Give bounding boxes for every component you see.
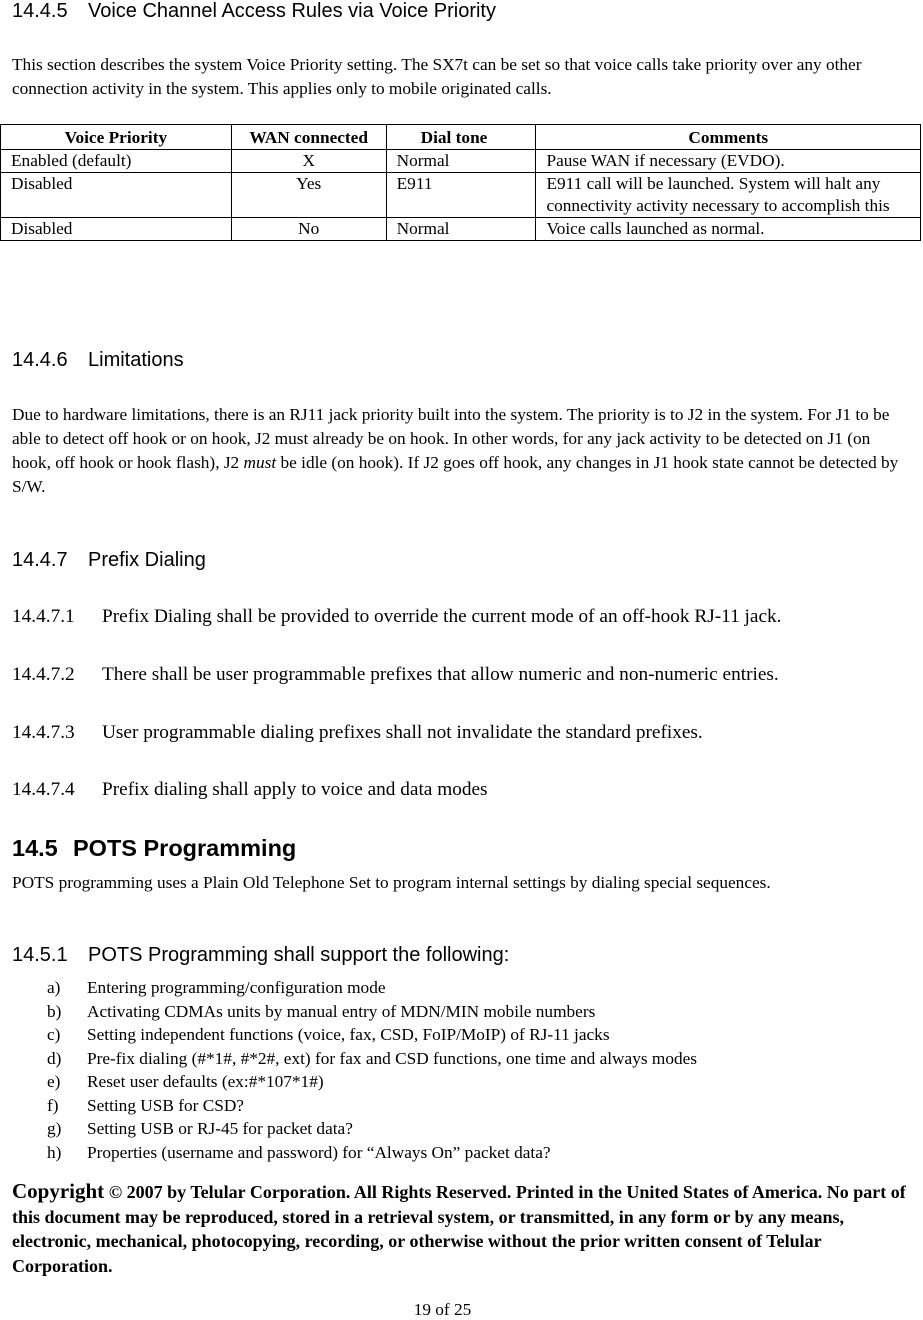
list-item: [47, 1141, 697, 1165]
cell-dial-tone: Normal: [386, 150, 536, 173]
section-number: 14.5.1: [12, 944, 68, 966]
list-item: [47, 1000, 697, 1024]
cell-dial-tone: E911: [386, 173, 536, 218]
list-text: Activating CDMAs units by manual entry of MDN/MIN mobile numbers: [87, 1001, 596, 1021]
limitations-paragraph: [12, 403, 912, 499]
header-comments: Comments: [536, 125, 921, 150]
section-title: POTS Programming: [73, 835, 297, 861]
section-number: 14.4.5: [12, 0, 68, 22]
voice-priority-table: [0, 124, 921, 241]
requirement-text: Prefix Dialing shall be provided to override the current mode of an off-hook RJ-11 jack.: [102, 606, 782, 627]
requirement-text: User programmable dialing prefixes shall not invalidate the standard prefixes.: [102, 722, 703, 743]
header-dial-tone: Dial tone: [386, 125, 536, 150]
list-marker: d): [47, 1048, 62, 1068]
list-item: [47, 1094, 697, 1118]
cell-comments: Voice calls launched as normal.: [536, 218, 921, 241]
list-marker: a): [47, 978, 61, 997]
section-number: 14.4.6: [12, 349, 68, 371]
table-header-row: [1, 125, 921, 150]
requirement-14-4-7-3: [12, 722, 703, 744]
section-heading-14-4-5: [12, 0, 496, 23]
limitations-emphasis: must: [243, 453, 277, 472]
requirement-number: 14.4.7.3: [12, 722, 75, 743]
section-heading-14-4-7: [12, 549, 206, 572]
cell-dial-tone: Normal: [386, 218, 536, 241]
list-marker: e): [47, 1072, 61, 1091]
list-item: [47, 976, 697, 1000]
section-title: Limitations: [88, 349, 184, 371]
requirement-text: Prefix dialing shall apply to voice and data modes: [102, 779, 488, 800]
copyright-text: © 2007 by Telular Corporation. All Rights Reserved. Printed in the United States of America. No part of this document may be reproduced, stored in a retrieval system, or transmitted, in any form or by any means, electronic, mechanical, photocopying, recording, or otherwise without the prior written consent of Telular Corporation.: [12, 1182, 906, 1276]
list-text: Setting independent functions (voice, fax, CSD, FoIP/MoIP) of RJ-11 jacks: [87, 1025, 610, 1044]
table-row: [1, 218, 921, 241]
header-wan-connected: WAN connected: [231, 125, 386, 150]
list-marker: g): [47, 1119, 62, 1138]
requirement-number: 14.4.7.1: [12, 606, 75, 627]
list-text: Properties (username and password) for “Always On” packet data?: [87, 1142, 551, 1162]
copyright-lead: Copyright: [12, 1179, 105, 1203]
header-voice-priority: Voice Priority: [1, 125, 232, 150]
section-title: Prefix Dialing: [88, 549, 206, 571]
list-text: Pre-fix dialing (#*1#, #*2#, ext) for fax and CSD functions, one time and always modes: [87, 1048, 697, 1068]
pots-feature-list: [47, 976, 697, 1164]
section-title: Voice Channel Access Rules via Voice Priority: [88, 0, 496, 22]
cell-wan-connected: X: [231, 150, 386, 173]
cell-comments: Pause WAN if necessary (EVDO).: [536, 150, 921, 173]
limitations-text-end: be idle (on hook). If J2 goes off hook, any changes in J1 hook state cannot be detected by S/W.: [12, 453, 899, 496]
requirement-number: 14.4.7.4: [12, 779, 75, 800]
limitations-text: Due to hardware limitations, there is an RJ11 jack priority built into the system. The priority is to J2 in the system. For J1 to be able to detect off hook or on hook, J2 must already be on hook. In other words, for any jack activity to be detected on J1 (on hook, off hook or hook flash), J2: [12, 405, 890, 472]
section-heading-14-4-6: [12, 349, 184, 372]
section-title: POTS Programming shall support the following:: [88, 944, 510, 966]
cell-voice-priority: Enabled (default): [1, 150, 232, 173]
requirement-14-4-7-2: [12, 664, 779, 686]
section-number: 14.4.7: [12, 549, 68, 571]
cell-comments: E911 call will be launched. System will halt any connectivity activity necessary to accomplish this: [536, 173, 921, 218]
list-text: Setting USB for CSD?: [87, 1095, 244, 1115]
list-marker: b): [47, 1001, 62, 1021]
list-marker: f): [47, 1095, 59, 1115]
cell-wan-connected: Yes: [231, 173, 386, 218]
list-item: [47, 1070, 697, 1094]
table-row: [1, 150, 921, 173]
voice-priority-intro: This section describes the system Voice Priority setting. The SX7t can be set so that voice calls take priority over any other connection activity in the system. This applies only to mobile originated calls.: [12, 55, 862, 98]
section-number: 14.5: [12, 835, 58, 861]
list-marker: c): [47, 1025, 61, 1044]
cell-voice-priority: Disabled: [1, 218, 232, 241]
requirement-number: 14.4.7.2: [12, 664, 75, 685]
list-item: [47, 1047, 697, 1071]
list-text: Reset user defaults (ex:#*107*1#): [87, 1072, 324, 1091]
list-item: [47, 1023, 697, 1047]
section-heading-14-5-1: [12, 944, 509, 967]
list-item: [47, 1117, 697, 1141]
cell-wan-connected: No: [231, 218, 386, 241]
section-heading-14-5: [12, 835, 296, 862]
requirement-14-4-7-1: [12, 606, 781, 628]
list-text: Setting USB or RJ-45 for packet data?: [87, 1119, 353, 1138]
pots-programming-intro: POTS programming uses a Plain Old Telephone Set to program internal settings by dialing special sequences.: [12, 873, 771, 892]
page-number: 19 of 25: [413, 1300, 472, 1319]
requirement-14-4-7-4: [12, 779, 488, 801]
copyright-notice: [12, 1179, 917, 1278]
requirement-text: There shall be user programmable prefixes that allow numeric and non-numeric entries.: [102, 664, 779, 685]
list-marker: h): [47, 1142, 62, 1162]
cell-voice-priority: Disabled: [1, 173, 232, 218]
table-row: [1, 173, 921, 218]
list-text: Entering programming/configuration mode: [87, 978, 386, 997]
